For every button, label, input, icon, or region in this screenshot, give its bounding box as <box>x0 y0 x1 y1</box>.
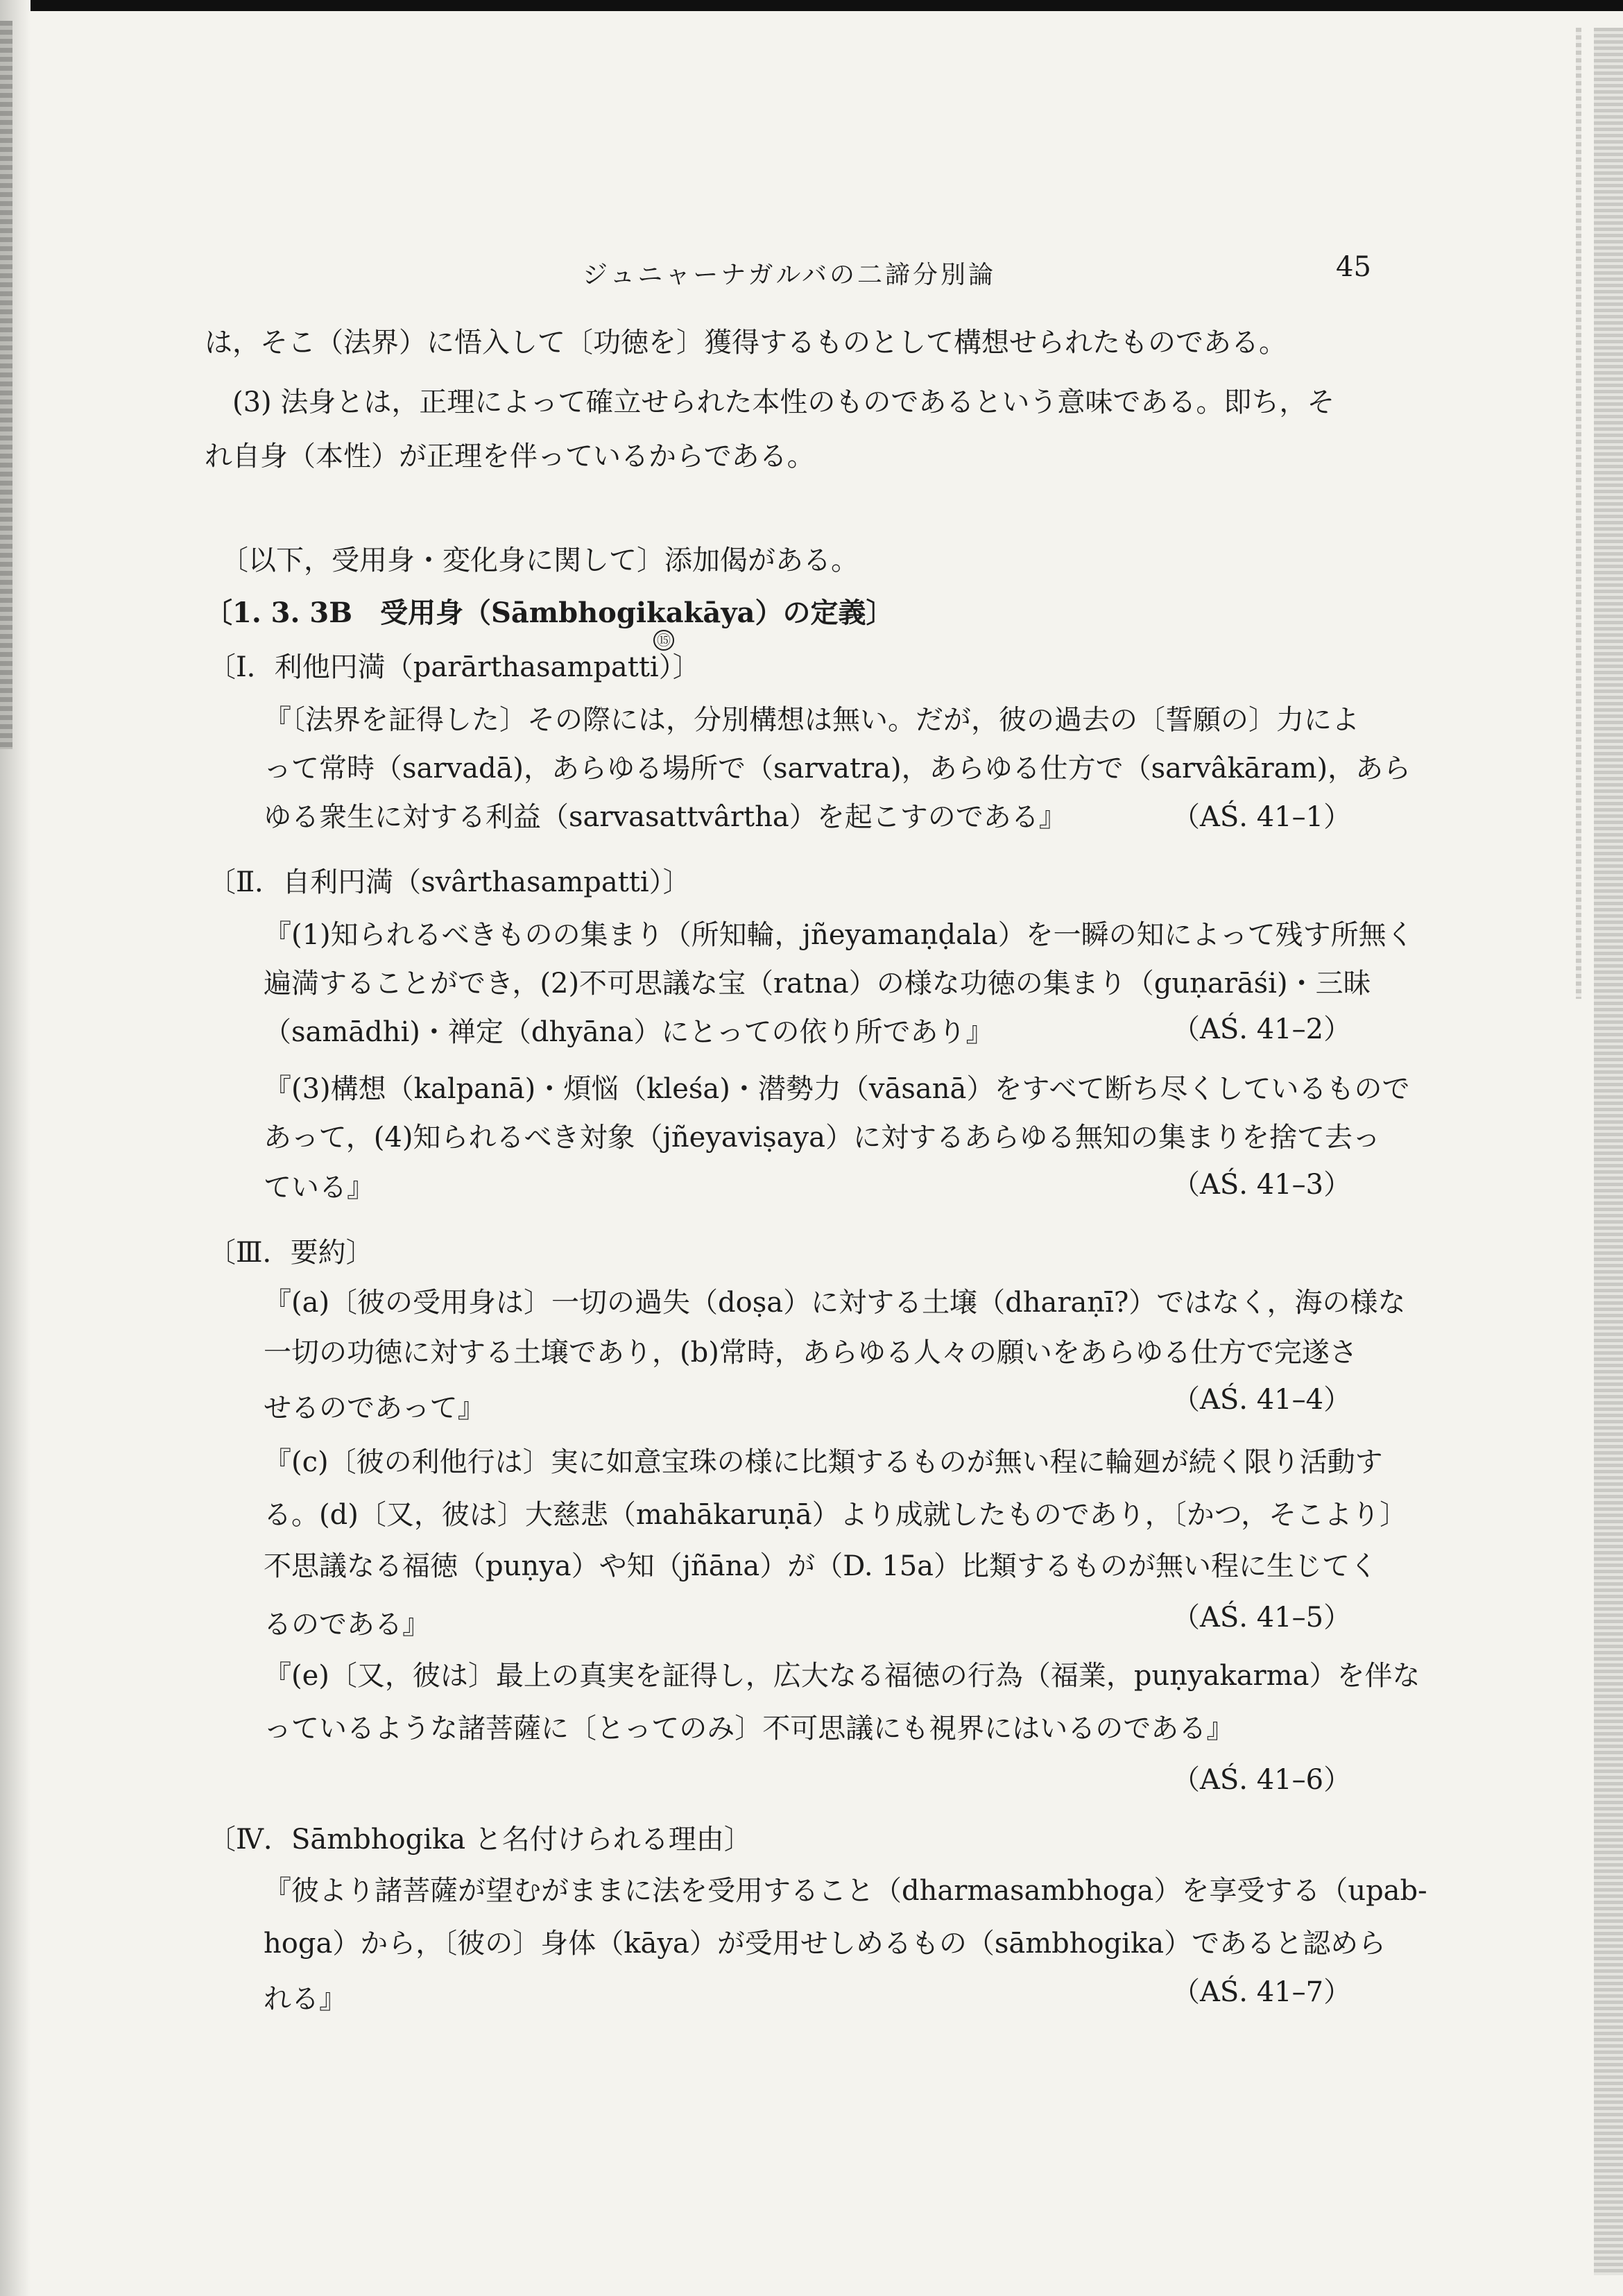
part1-line-2: って常時（sarvadā)，あらゆる場所で（sarvatra)，あらゆる仕方で（sarvâkāram)，あら <box>264 753 1411 785</box>
part3-block1-line-2: 一切の功徳に対する土壌であり，(b)常時，あらゆる人々の願いをあらゆる仕方で完遂さ <box>264 1337 1357 1369</box>
intro-line-3: れ自身（本性）が正理を伴っているからである。 <box>205 440 815 472</box>
page-number: 45 <box>1336 251 1371 283</box>
part4-line-1: 『彼より諸菩薩が望むがままに法を受用すること（dharmasambhoga）を享受する（upab- <box>264 1875 1427 1907</box>
added-verse-note: 〔以下，受用身・変化身に関して〕添加偈がある。 <box>221 545 859 576</box>
scan-left-binding <box>0 21 12 749</box>
scan-top-edge <box>0 0 1623 11</box>
intro-line-2: (3) 法身とは，正理によって確立せられた本性のものであるという意味である。即ち，そ <box>232 386 1335 418</box>
part3-block1-line-3: せるのであって』 <box>264 1392 486 1424</box>
part3-block1-line-1: 『(a)〔彼の受用身は〕一切の過失（doṣa）に対する土壌（dharaṇī?）ではなく，海の様な <box>264 1287 1406 1319</box>
part2-block2-line-1: 『(3)構想（kalpanā)・煩悩（kleśa)・潜勢力（vāsanā）をすべて断ち尽くしているもので <box>264 1073 1410 1105</box>
part2-reference-1: （AŚ. 41–2） <box>1172 1013 1352 1045</box>
part3-block2-line-3: 不思議なる福徳（puṇya）や知（jñāna）が（D. 15a）比類するものが無い程に生じてく <box>264 1550 1378 1582</box>
intro-line-1: は，そこ（法界）に悟入して〔功徳を〕獲得するものとして構想せられたものである。 <box>205 327 1287 359</box>
part2-block1-line-2: 遍満することができ，(2)不可思議な宝（ratna）の様な功徳の集まり（guṇarāśi)・三昧 <box>264 968 1371 1000</box>
part3-block3-line-2: っているような諸菩薩に〔とってのみ〕不可思議にも視界にはいるのである』 <box>264 1713 1235 1745</box>
scan-right-stripe <box>1576 28 1581 999</box>
part1-line-3: ゆる衆生に対する利益（sarvasattvârtha）を起こすのである』 <box>264 801 1067 833</box>
part2-reference-2: （AŚ. 41–3） <box>1172 1169 1352 1201</box>
part3-reference-3: （AŚ. 41–6） <box>1172 1764 1352 1796</box>
part3-block2-line-2: る。(d)〔又，彼は〕大慈悲（mahākaruṇā）より成就したものであり，〔かつ，そこより〕 <box>264 1499 1408 1531</box>
part2-heading: 〔Ⅱ．自利円満（svârthasampatti）〕 <box>208 866 691 898</box>
part3-reference-2: （AŚ. 41–5） <box>1172 1602 1352 1634</box>
part2-block2-line-3: ている』 <box>264 1172 375 1203</box>
part1-line-1: 『〔法界を証得した〕その際には，分別構想は無い。だが，彼の過去の〔誓願の〕力によ <box>264 704 1359 736</box>
part2-block2-line-2: あって，(4)知られるべき対象（jñeyaviṣaya）に対するあらゆる無知の集まりを捨て去っ <box>264 1122 1380 1154</box>
part2-block1-line-1: 『(1)知られるべきものの集まり（所知輪，jñeyamaṇḍala）を一瞬の知によって残す所無く <box>264 919 1414 951</box>
part4-heading: 〔Ⅳ．Sāmbhogika と名付けられる理由〕 <box>208 1824 752 1856</box>
footnote-marker: ⑮ <box>653 630 674 651</box>
part3-block2-line-1: 『(c)〔彼の利他行は〕実に如意宝珠の様に比類するものが無い程に輪廻が続く限り活動す <box>264 1446 1383 1478</box>
part3-block2-line-4: るのである』 <box>264 1609 430 1640</box>
page-header <box>0 251 1623 293</box>
part3-heading: 〔Ⅲ．要約〕 <box>208 1237 374 1269</box>
section-heading: 〔1. 3. 3B 受用身（Sāmbhogikakāya）の定義〕 <box>205 597 894 629</box>
running-title: ジュニャーナガルバの二諦分別論 <box>583 261 997 289</box>
part1-reference: （AŚ. 41–1） <box>1172 801 1352 833</box>
scan-right-edge <box>1594 28 1623 2275</box>
part3-block3-line-1: 『(e)〔又，彼は〕最上の真実を証得し，広大なる福徳の行為（福業，puṇyakarma）を伴な <box>264 1660 1420 1692</box>
part4-line-3: れる』 <box>264 1983 347 2015</box>
part4-reference: （AŚ. 41–7） <box>1172 1976 1352 2008</box>
part4-line-2: hoga）から，〔彼の〕身体（kāya）が受用せしめるもの（sāmbhogika）であると認めら <box>264 1928 1386 1960</box>
part3-reference-1: （AŚ. 41–4） <box>1172 1384 1352 1416</box>
part2-block1-line-3: （samādhi)・禅定（dhyāna）にとっての依り所であり』 <box>264 1016 994 1048</box>
part1-heading: 〔Ⅰ．利他円満（parārthasampatti）〕 <box>208 651 701 683</box>
